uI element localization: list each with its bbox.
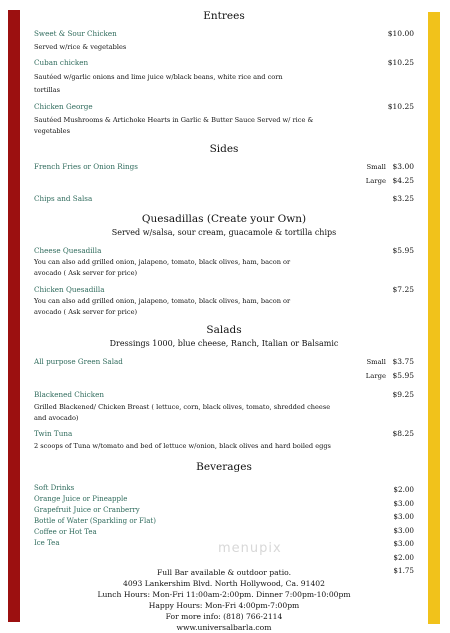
beverage-price: $3.00 [393,512,414,521]
item-description: You can also add grilled onion, jalapeno, tomato, black olives, ham, bacon or avocado ( Ask server for price) [34,297,291,316]
left-red-border [8,10,20,622]
footer-address: 4093 Lankershim Blvd. North Hollywood, Ca. 91402 [123,579,325,588]
right-yellow-border [428,12,440,624]
menu-page [34,8,414,633]
footer-bar-info: Full Bar available & outdoor patio. [157,568,291,577]
item-price: $3.25 [392,194,414,203]
item-price: $10.25 [387,102,414,111]
salads-subtitle: Dressings 1000, blue cheese, Ranch, Italian or Balsamic [109,339,339,348]
menu-item [34,193,414,205]
size-row [34,370,414,382]
item-price: $5.95 [392,246,414,255]
item-name: Cheese Quesadilla [34,246,102,255]
size-large-price: $4.25 [392,176,414,185]
item-price: $10.00 [387,29,414,38]
size-small-price: $3.75 [392,357,414,366]
item-name: All purpose Green Salad [34,357,123,366]
menu-item [34,28,414,53]
quesadillas-subtitle: Served w/salsa, sour cream, guacamole & tortilla chips [111,228,337,237]
footer [34,567,414,633]
menu-item [34,101,414,137]
beverage-price: $3.00 [393,539,414,548]
entrees-heading: Entrees [203,10,245,22]
beverage-price: $3.00 [393,498,414,508]
menu-item [34,284,414,318]
item-description: Served w/rice & vegetables [34,43,127,51]
menu-item [34,389,414,424]
size-large-label: Large [365,177,386,185]
item-description: Sautéed Mushrooms & Artichoke Hearts in Garlic & Butter Sauce Served w/ rice & vegetables [34,116,314,135]
beverage-price: $3.00 [393,525,414,535]
menu-item [34,57,414,97]
sides-heading: Sides [209,143,239,155]
item-description: Sautéed w/garlic onions and lime juice w/black beans, white rice and corn tortillas [34,73,283,94]
size-row [34,175,414,187]
size-small-label: Small [366,358,386,366]
item-description: Grilled Blackened/ Chicken Breast ( lettuce, corn, black olives, tomato, shredded cheese and avocado) [34,403,331,422]
beverage-price: $1.75 [393,566,414,575]
item-name: Chicken George [34,102,93,111]
beverage-item: Coffee or Hot Tea [34,528,97,536]
footer-lunch-hours: Lunch Hours: Mon-Fri 11:00am-2:00pm. Dinner 7:00pm-10:00pm [97,590,351,599]
salads-heading: Salads [206,324,242,336]
size-large-label: Large [365,372,386,380]
footer-website[interactable]: www.universalbarla.com [176,623,272,632]
size-small-label: Small [366,163,386,171]
item-name: Chips and Salsa [34,194,93,203]
menu-item [34,161,414,173]
item-name: Twin Tuna [34,429,73,438]
beverage-item: Ice Tea [34,539,60,547]
item-name: Sweet & Sour Chicken [34,29,117,38]
item-price: $9.25 [392,390,414,399]
menu-item [34,428,414,452]
beverage-item: Bottle of Water (Sparkling or Flat) [34,517,156,525]
item-price: $10.25 [387,58,414,67]
footer-happy-hours: Happy Hours: Mon-Fri 4:00pm-7:00pm [148,601,300,610]
item-name: Cuban chicken [34,58,89,67]
size-small-price: $3.00 [392,162,414,171]
beverage-item: Grapefruit Juice or Cranberry [34,506,140,514]
menu-item [34,245,414,279]
beverage-item: Orange Juice or Pineapple [34,495,128,503]
quesadillas-heading: Quesadillas (Create your Own) [141,213,307,225]
footer-phone: For more info: (818) 766-2114 [165,612,283,621]
item-name: French Fries or Onion Rings [34,162,138,171]
item-description: You can also add grilled onion, jalapeno, tomato, black olives, ham, bacon or avocado ( Ask server for price) [34,258,291,277]
item-name: Chicken Quesadilla [34,285,105,294]
beverage-price: $2.00 [393,552,414,562]
size-large-price: $5.95 [392,371,414,380]
beverage-item: Soft Drinks [34,484,75,492]
beverage-price: $2.00 [393,485,414,494]
item-name: Blackened Chicken [34,390,104,399]
menupix-watermark: menupix [218,541,282,556]
menu-item [34,356,414,368]
item-price: $8.25 [392,429,414,438]
item-price: $7.25 [392,285,414,294]
item-description: 2 scoops of Tuna w/tomato and bed of lettuce w/onion, black olives and hard boiled eggs [34,442,331,450]
beverages-heading: Beverages [196,461,252,473]
